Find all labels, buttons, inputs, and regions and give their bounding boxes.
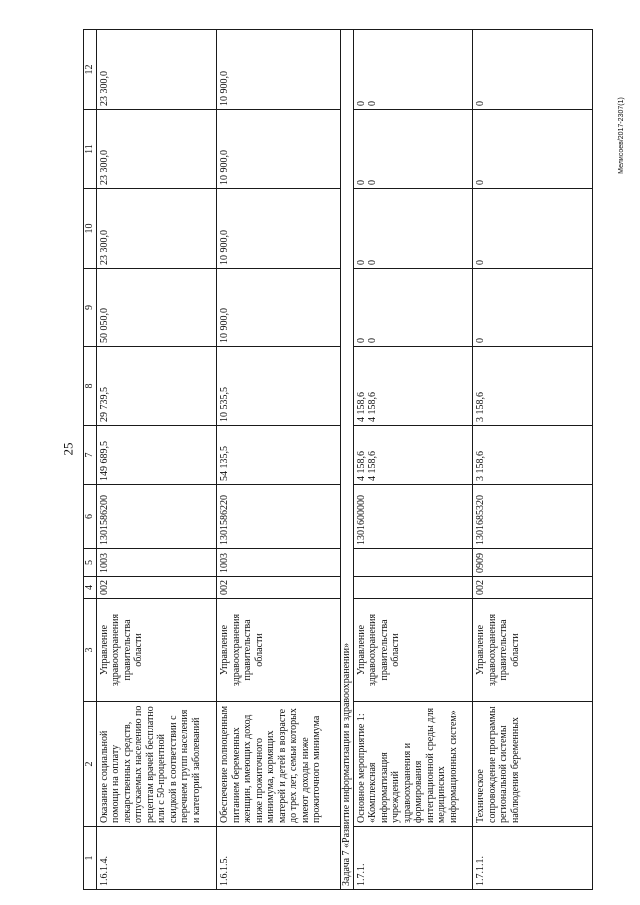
cell-rzpr — [353, 549, 473, 577]
rotated-table-wrapper — [83, 30, 593, 890]
cell-total: 149 689,5 — [96, 426, 217, 485]
table-row — [96, 30, 217, 890]
column-header: 5 — [84, 549, 97, 577]
cell-year: 0 — [473, 269, 593, 347]
document-stamp: Мелисоев/2017-2307(1) — [617, 96, 625, 174]
cell-csr: 1301600000 — [353, 485, 473, 549]
cell-value-line: 4 158,6 — [367, 392, 379, 422]
table-row — [217, 30, 341, 890]
cell-total: 3 158,6 — [473, 426, 593, 485]
column-header: 1 — [84, 827, 97, 890]
cell-year — [353, 30, 473, 110]
cell-value-line: 0 — [355, 101, 367, 106]
cell-grbs — [353, 577, 473, 599]
program-table — [83, 29, 593, 890]
column-header: 12 — [84, 30, 97, 110]
row-name: Основное мероприятие 1: «Комплексная информатизация учреждений здравоохранения и формирования интеграционной среды для медицинских информационных систем» — [353, 702, 473, 827]
cell-year: 10 900,0 — [217, 189, 341, 269]
row-executor: Управление здравоохранения правительства области — [473, 599, 593, 702]
cell-year: 50 050,0 — [96, 269, 217, 347]
cell-year — [353, 189, 473, 269]
cell-value-line: 0 — [367, 260, 379, 265]
cell-year: 23 300,0 — [96, 110, 217, 189]
cell-value-line: 4 158,6 — [355, 392, 367, 422]
cell-rzpr: 1003 — [217, 549, 341, 577]
cell-year: 3 158,6 — [473, 347, 593, 426]
cell-year: 29 739,5 — [96, 347, 217, 426]
row-number: 1.6.1.4. — [96, 827, 217, 890]
cell-year: 10 900,0 — [217, 110, 341, 189]
row-name: Оказание социальной помощи на оплату лекарственных средств, отпускаемых населению по рецептам врачей бесплатно или с 50-процентной скидкой в соответствии с перечнем групп населения и категорий заболеваний — [96, 702, 217, 827]
cell-value-line: 0 — [355, 180, 367, 185]
cell-year — [353, 347, 473, 426]
cell-year: 10 900,0 — [217, 30, 341, 110]
column-header: 8 — [84, 347, 97, 426]
cell-csr: 1301586200 — [96, 485, 217, 549]
row-number: 1.6.1.5. — [217, 827, 341, 890]
cell-value-line: 0 — [355, 338, 367, 343]
cell-year: 0 — [473, 30, 593, 110]
row-number: 1.7.1.1. — [473, 827, 593, 890]
cell-year: 0 — [473, 110, 593, 189]
cell-year: 23 300,0 — [96, 189, 217, 269]
cell-value-line: 0 — [367, 338, 379, 343]
column-header: 3 — [84, 599, 97, 702]
cell-year — [353, 269, 473, 347]
cell-value-line: 0 — [367, 101, 379, 106]
cell-year: 10 900,0 — [217, 269, 341, 347]
row-number: 1.7.1. — [353, 827, 473, 890]
row-name: Обеспечение полноценным питанием беременных женщин, имеющих доход ниже прожиточного минимума, кормящих матерей и детей в возрасте до трех лет, семьи которых имеют доходы ниже прожиточного минимума — [217, 702, 341, 827]
column-header: 11 — [84, 110, 97, 189]
cell-total: 54 135,5 — [217, 426, 341, 485]
row-name: Техническое сопровождение программы региональной системы наблюдения беременных — [473, 702, 593, 827]
cell-value-line: 0 — [355, 260, 367, 265]
table-row — [353, 30, 473, 890]
cell-csr: 1301586220 — [217, 485, 341, 549]
page-number: 25 — [60, 442, 75, 456]
cell-csr: 1301685320 — [473, 485, 593, 549]
row-executor: Управление здравоохранения правительства области — [96, 599, 217, 702]
task-title: Задача 7 «Развитие информатизации в здравоохранении» — [340, 30, 353, 890]
table-header-row — [84, 30, 97, 890]
cell-total — [353, 426, 473, 485]
cell-rzpr: 0909 — [473, 549, 593, 577]
cell-year: 10 535,5 — [217, 347, 341, 426]
cell-grbs: 002 — [473, 577, 593, 599]
column-header: 7 — [84, 426, 97, 485]
column-header: 2 — [84, 702, 97, 827]
cell-value-line: 0 — [367, 180, 379, 185]
row-executor: Управление здравоохранения правительства области — [217, 599, 341, 702]
cell-value-line: 4 158,6 — [355, 451, 367, 481]
column-header: 9 — [84, 269, 97, 347]
table-row — [473, 30, 593, 890]
cell-value-line: 4 158,6 — [367, 451, 379, 481]
cell-rzpr: 1003 — [96, 549, 217, 577]
column-header: 4 — [84, 577, 97, 599]
cell-year: 23 300,0 — [96, 30, 217, 110]
column-header: 6 — [84, 485, 97, 549]
cell-grbs: 002 — [96, 577, 217, 599]
row-executor: Управление здравоохранения правительства области — [353, 599, 473, 702]
cell-year — [353, 110, 473, 189]
column-header: 10 — [84, 189, 97, 269]
task-row — [340, 30, 353, 890]
cell-year: 0 — [473, 189, 593, 269]
cell-grbs: 002 — [217, 577, 341, 599]
